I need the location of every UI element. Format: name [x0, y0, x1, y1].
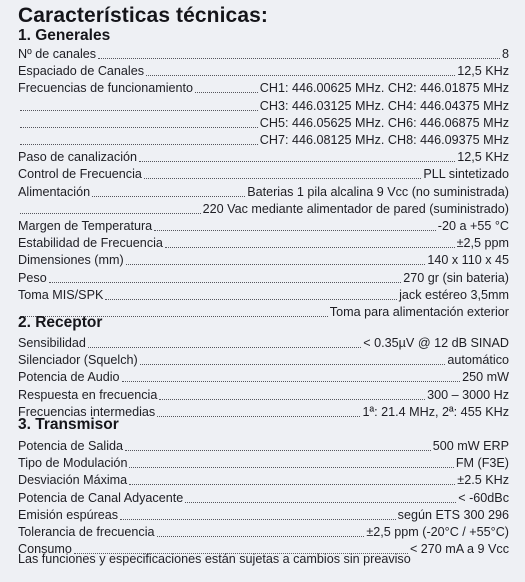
spec-value: -20 a +55 °C: [437, 219, 509, 233]
dot-leader: [146, 74, 455, 76]
spec-value: CH1: 446.00625 MHz. CH2: 446.01875 MHz: [259, 81, 509, 96]
dot-leader: [129, 483, 455, 485]
spec-label: Alimentación: [18, 184, 91, 199]
spec-row: [18, 234, 509, 251]
spec-label: Sensibilidad: [18, 336, 86, 350]
dot-leader: [159, 398, 425, 400]
spec-row: [18, 523, 509, 540]
spec-value: ±2,5 ppm (-20°C / +55°C): [366, 525, 509, 539]
spec-row: [18, 183, 509, 200]
spec-row: [18, 79, 509, 96]
spec-label: Silenciador (Squelch): [18, 353, 138, 368]
spec-label: Dimensiones (mm): [18, 253, 124, 268]
spec-row: [18, 506, 509, 523]
spec-label: Margen de Temperatura: [18, 219, 153, 233]
spec-row: [18, 251, 509, 268]
spec-row: [18, 165, 509, 182]
spec-label: Potencia de Canal Adyacente: [18, 490, 184, 505]
spec-value: 8: [501, 47, 509, 61]
spec-value: automático: [447, 353, 509, 368]
spec-value: FM (F3E): [455, 456, 509, 471]
spec-label: Potencia de Audio: [18, 370, 120, 385]
spec-label: Frecuencias intermedias: [18, 404, 156, 419]
dot-leader: [126, 263, 426, 265]
spec-row: [18, 489, 509, 506]
dot-leader: [92, 195, 245, 197]
spec-value: < 0.35µV @ 12 dB SINAD: [363, 336, 509, 350]
spec-label: Espaciado de Canales: [18, 64, 145, 79]
spec-value: según ETS 300 296: [397, 507, 509, 522]
spec-label: Toma MIS/SPK: [18, 287, 104, 302]
spec-label: Emisión espúreas: [18, 507, 119, 522]
spec-label: Consumo: [18, 542, 72, 557]
dot-leader: [120, 518, 396, 520]
dot-leader: [122, 380, 461, 382]
spec-label: Paso de canalización: [18, 150, 138, 165]
spec-value: < 270 mA a 9 Vcc: [409, 542, 509, 557]
spec-value: 12,5 KHz: [457, 64, 509, 79]
spec-value: jack estéreo 3,5mm: [399, 287, 509, 302]
dot-leader: [140, 363, 446, 365]
spec-row: [18, 97, 509, 114]
spec-row: [18, 437, 509, 454]
spec-value: ±2.5 KHz: [457, 473, 509, 488]
dot-leader: [165, 246, 455, 248]
dot-leader: [154, 229, 436, 231]
section-heading-generales: 1. Generales: [18, 27, 111, 44]
spec-label: Control de Frecuencia: [18, 167, 142, 182]
spec-row: [18, 200, 509, 217]
spec-value: 270 gr (sin bateria): [403, 270, 509, 285]
section-heading-transmisor: 3. Transmisor: [18, 416, 119, 433]
section-heading-receptor: 2. Receptor: [18, 314, 103, 331]
dot-leader: [105, 298, 397, 300]
footer-note: Las funciones y especificaciones están sujetas a cambios sin preaviso: [18, 552, 411, 566]
spec-value: PLL sintetizado: [423, 167, 509, 182]
dot-leader: [88, 346, 361, 348]
spec-value: 500 mW ERP: [432, 439, 509, 453]
spec-row: [18, 286, 509, 303]
spec-row: [18, 368, 509, 385]
spec-row: [18, 471, 509, 488]
spec-value: ±2,5 ppm: [456, 236, 509, 251]
dot-leader: [20, 212, 201, 214]
spec-label: Estabilidad de Frecuencia: [18, 236, 163, 251]
spec-row: [18, 351, 509, 368]
spec-label: Frecuencias de funcionamiento: [18, 81, 194, 96]
dot-leader: [20, 126, 258, 128]
spec-row: [18, 454, 509, 471]
spec-value: 300 – 3000 Hz: [427, 387, 509, 402]
dot-leader: [195, 91, 258, 93]
spec-value: 1ª: 21.4 MHz, 2ª: 455 KHz: [362, 404, 509, 419]
spec-row: [18, 114, 509, 131]
spec-label: Peso: [18, 270, 47, 285]
dot-leader: [125, 449, 431, 451]
dot-leader: [185, 501, 456, 503]
spec-label: Desviación Máxima: [18, 473, 128, 488]
dot-leader: [139, 160, 455, 162]
dot-leader: [157, 415, 360, 417]
dot-leader: [20, 143, 258, 145]
dot-leader: [129, 466, 453, 468]
spec-row: [18, 386, 509, 403]
spec-row: [18, 131, 509, 148]
spec-value: Baterias 1 pila alcalina 9 Vcc (no suministrada): [247, 184, 509, 199]
dot-leader: [98, 57, 500, 59]
spec-value: CH5: 446.05625 MHz. CH6: 446.06875 MHz: [259, 115, 509, 130]
spec-value: 220 Vac mediante alimentador de pared (suministrado): [202, 201, 509, 216]
spec-label: Potencia de Salida: [18, 439, 124, 453]
spec-label: Tipo de Modulación: [18, 456, 128, 471]
dot-leader: [157, 535, 365, 537]
dot-leader: [49, 281, 402, 283]
spec-label: Nº de canales: [18, 47, 97, 61]
page-title: Características técnicas:: [18, 4, 268, 27]
spec-label: Respuesta en frecuencia: [18, 387, 158, 402]
dot-leader: [144, 177, 421, 179]
spec-value: Toma para alimentación exterior: [329, 305, 509, 319]
spec-row: [18, 62, 509, 79]
spec-row: [18, 217, 509, 234]
spec-value: 250 mW: [462, 370, 509, 385]
spec-value: 140 x 110 x 45: [427, 253, 509, 268]
spec-row: [18, 269, 509, 286]
spec-label: Tolerancia de frecuencia: [18, 525, 155, 539]
spec-value: 12,5 KHz: [457, 150, 509, 165]
spec-row: [18, 45, 509, 62]
spec-row: [18, 148, 509, 165]
spec-value: CH3: 446.03125 MHz. CH4: 446.04375 MHz: [259, 98, 509, 113]
spec-value: < -60dBc: [458, 490, 509, 505]
dot-leader: [20, 109, 258, 111]
spec-row: [18, 334, 509, 351]
spec-value: CH7: 446.08125 MHz. CH8: 446.09375 MHz: [259, 133, 509, 147]
